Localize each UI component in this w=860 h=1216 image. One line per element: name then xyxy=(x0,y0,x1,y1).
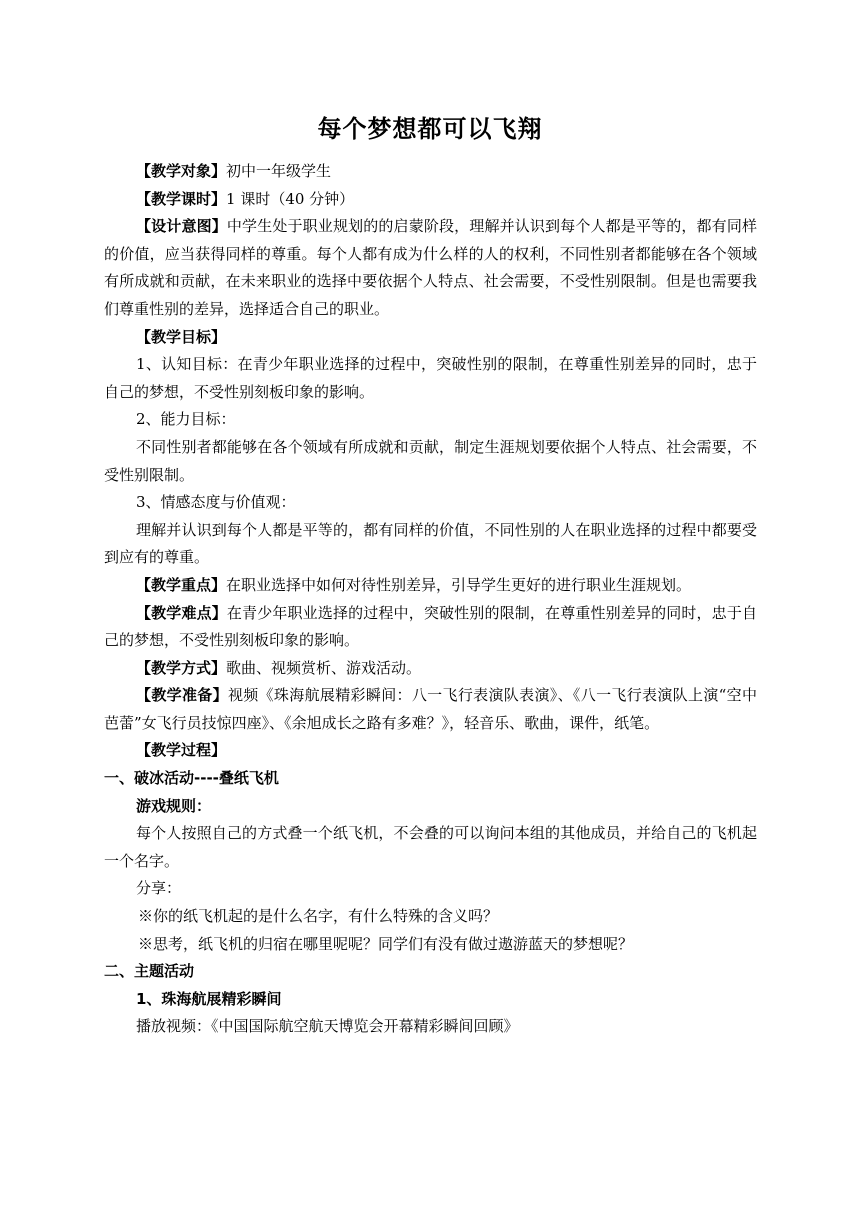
goal-ability-heading: 2、能力目标： xyxy=(136,410,236,429)
subsection-airshow: 1、珠海航展精彩瞬间 xyxy=(136,989,282,1008)
goal-attitude: 理解并认识到每个人都是平等的，都有同样的价值，不同性别的人在职业选择的过程中都要受到应有的尊重。 xyxy=(104,520,757,567)
teaching-hours-label: 【教学课时】 xyxy=(136,189,227,208)
teaching-focus xyxy=(104,572,757,600)
teaching-object-value: 初中一年级学生 xyxy=(226,162,332,180)
teaching-hours-value: 1 课时（40 分钟） xyxy=(226,189,355,208)
teaching-preparation-value: 视频《珠海航展精彩瞬间：八一飞行表演队表演》、《八一飞行表演队上演“空中芭蕾”女飞行员技惊四座》、《余旭成长之路有多难？》，轻音乐、歌曲，课件，纸笔。 xyxy=(104,686,757,732)
design-intent-value: 中学生处于职业规划的的启蒙阶段，理解并认识到每个人都是平等的，都有同样的价值，应当获得同样的尊重。每个人都有成为什么样的人的权利，不同性别者都能够在各个领域有所成就和贡献，在未来职业的选择中要依据个人特点、社会需要，不受性别限制。但是也需要我们尊重性别的差异，选择适合自己的职业。 xyxy=(104,217,757,318)
game-rules-heading: 游戏规则： xyxy=(136,796,212,815)
share-question-1: ※你的纸飞机起的是什么名字，有什么特殊的含义吗？ xyxy=(138,907,499,926)
teaching-object xyxy=(104,158,757,186)
design-intent-label: 【设计意图】 xyxy=(136,217,227,236)
teaching-process-heading: 【教学过程】 xyxy=(136,741,227,760)
teaching-goals-heading: 【教学目标】 xyxy=(136,327,227,346)
goal-cognitive: 1、认知目标：在青少年职业选择的过程中，突破性别的限制，在尊重性别差异的同时，忠于自己的梦想，不受性别刻板印象的影响。 xyxy=(104,355,757,401)
section-icebreaker: 一、破冰活动----叠纸飞机 xyxy=(104,769,279,788)
teaching-preparation xyxy=(104,682,757,737)
page-title: 每个梦想都可以飞翔 xyxy=(317,115,543,143)
teaching-difficulty-label: 【教学难点】 xyxy=(136,603,227,622)
section-theme-activity: 二、主题活动 xyxy=(104,962,195,981)
teaching-hours xyxy=(104,186,757,214)
video-playback: 播放视频：《中国国际航空航天博览会开幕精彩瞬间回顾》 xyxy=(136,1017,519,1036)
teaching-focus-label: 【教学重点】 xyxy=(136,575,227,594)
share-heading: 分享： xyxy=(136,879,182,898)
share-question-2: ※思考，纸飞机的归宿在哪里呢呢？同学们有没有做过遨游蓝天的梦想呢？ xyxy=(138,934,634,953)
goal-attitude-heading: 3、情感态度与价值观： xyxy=(136,493,296,512)
teaching-difficulty-value: 在青少年职业选择的过程中，突破性别的限制，在尊重性别差异的同时，忠于自己的梦想，不受性别刻板印象的影响。 xyxy=(104,603,757,650)
design-intent xyxy=(104,213,757,323)
teaching-method-label: 【教学方式】 xyxy=(136,658,227,677)
teaching-focus-value: 在职业选择中如何对待性别差异，引导学生更好的进行职业生涯规划。 xyxy=(226,575,692,594)
teaching-method-value: 歌曲、视频赏析、游戏活动。 xyxy=(226,658,422,677)
game-rules: 每个人按照自己的方式叠一个纸飞机，不会叠的可以询问本组的其他成员，并给自己的飞机起一个名字。 xyxy=(104,824,757,870)
document-body xyxy=(104,158,757,1041)
goal-ability: 不同性别者都能够在各个领域有所成就和贡献，制定生涯规划要依据个人特点、社会需要，不受性别限制。 xyxy=(104,437,757,484)
teaching-preparation-label: 【教学准备】 xyxy=(136,686,228,705)
teaching-object-label: 【教学对象】 xyxy=(136,162,227,180)
teaching-difficulty xyxy=(104,600,757,655)
teaching-method xyxy=(104,655,757,683)
